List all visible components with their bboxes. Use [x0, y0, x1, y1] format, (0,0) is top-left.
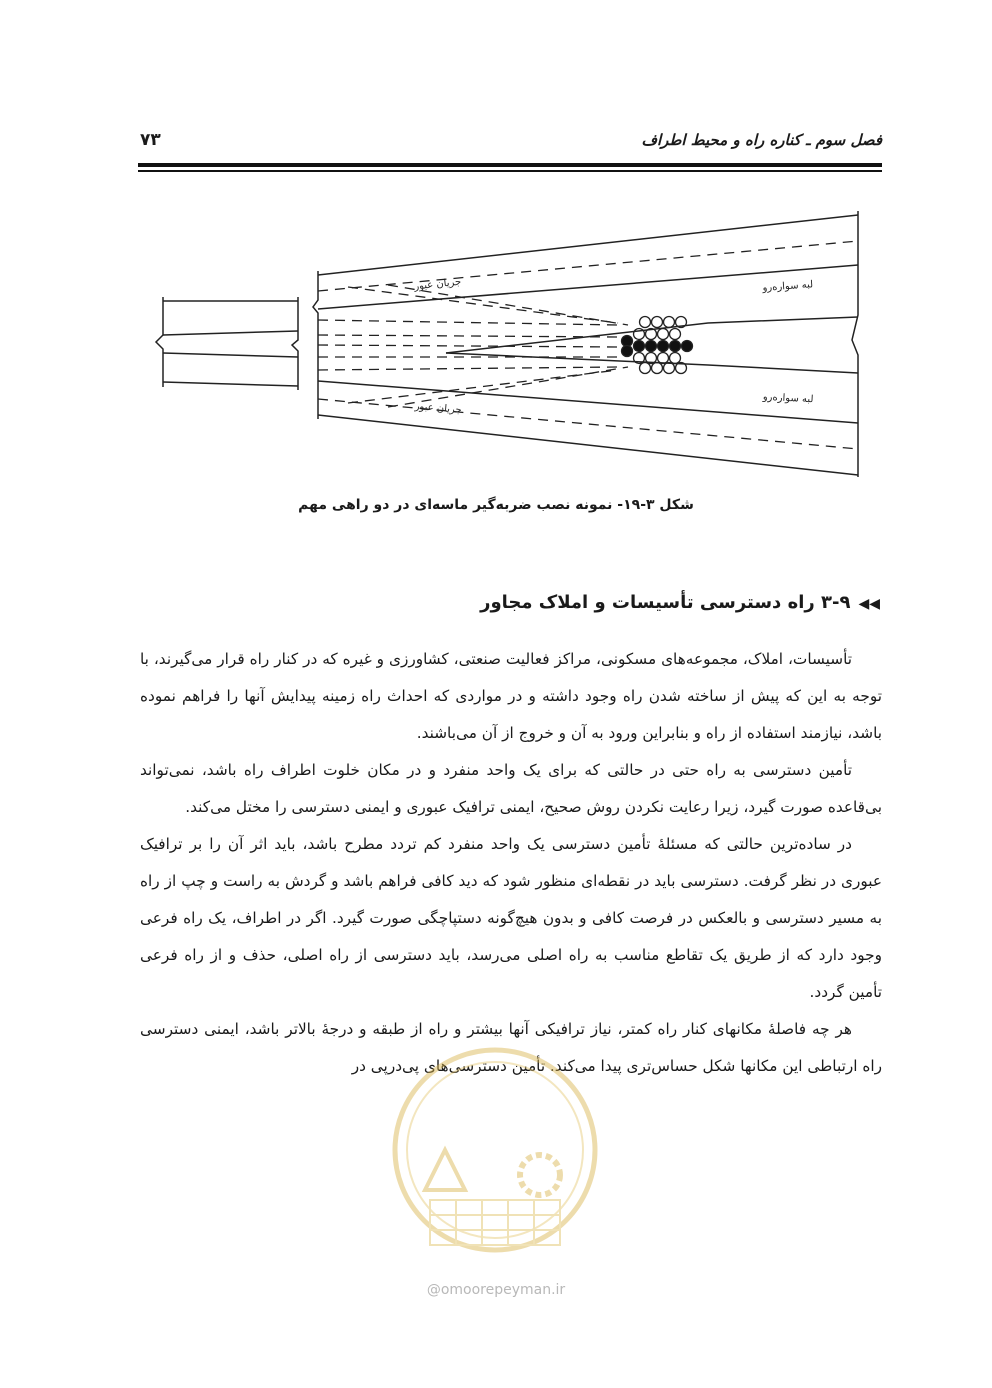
label-edge-bottom: لبه سواره‌رو	[762, 391, 814, 406]
barrel-filled	[622, 346, 633, 357]
sand-barrel-crash-cushion-figure	[148, 205, 873, 485]
header-rule-thick	[138, 163, 882, 167]
barrel-filled	[682, 341, 693, 352]
barrel-filled	[658, 341, 669, 352]
break-line	[292, 297, 298, 390]
section-heading-text: ۳-۹ راه دسترسی تأسیسات و املاک مجاور	[480, 592, 851, 613]
paragraph: تأسیسات، املاک، مجموعه‌های مسکونی، مراکز فعالیت صنعتی، کشاورزی و غیره که در کنار راه قرار می‌گیرند، با توجه به این که پیش از ساخته شدن راه وجود داشته و در مواردی که احداث راه زمینه پیدایش آنها را فراهم نموده باشد، نیازمند استفاده از راه و بنابراین ورود به آن و خروج از آن می‌باشند.	[140, 650, 882, 742]
barrel-empty	[658, 329, 669, 340]
paragraph: در ساده‌ترین حالتی که مسئلهٔ تأمین دسترسی یک واحد منفرد کم تردد مطرح باشد، باید اثر آن را بر ترافیک عبوری در نظر گرفت. دسترسی باید در نقطه‌ای منظور شود که دید کافی فراهم باشد و گردش به راست و چپ از راه به مسیر دسترسی و بالعکس در فرصت کافی و بدون هیچ‌گونه دستپاچگی صورت گیرد. اگر در اطراف، یک راه فرعی وجود دارد که از طریق یک تقاطع مناسب به راه اصلی می‌رسد، باید دسترسی از راه اصلی، حذف و از راه فرعی تأمین گردد.	[140, 835, 882, 1001]
break-line	[313, 271, 318, 419]
break-line	[156, 297, 163, 387]
break-line	[852, 211, 858, 477]
label-flow-top: جریان عبور	[413, 276, 462, 293]
barrel-filled	[670, 341, 681, 352]
road-stub-line	[163, 353, 298, 357]
road-outer-edge	[318, 415, 858, 475]
flow-fan-line	[348, 287, 618, 323]
watermark-text: @omoorepeyman.ir	[426, 1282, 566, 1298]
body-text	[140, 641, 882, 1085]
road-stub-line	[163, 382, 298, 386]
flow-fan-line	[318, 345, 618, 347]
barrel-empty	[670, 329, 681, 340]
barrel-empty	[652, 317, 663, 328]
road-outer-edge	[318, 215, 858, 275]
page-number: ۷۳	[140, 130, 161, 150]
flow-fan-line	[318, 320, 618, 325]
barrel-empty	[664, 317, 675, 328]
barrel-empty	[670, 353, 681, 364]
header-rule-thin	[138, 170, 882, 172]
label-edge-top: لبه سواره‌رو	[762, 279, 814, 294]
road-stub-line	[163, 331, 298, 335]
section-heading	[480, 592, 880, 613]
flow-fan-line	[318, 367, 618, 370]
barrel-empty	[640, 363, 651, 374]
barrel-empty	[664, 363, 675, 374]
barrel-empty	[640, 317, 651, 328]
label-flow-bottom: جریان عبور	[414, 400, 463, 417]
flow-fan-line	[318, 335, 618, 337]
section-marker-icon: ◀◀	[858, 596, 880, 612]
figure-caption: شکل ۳-۱۹- نمونه نصب ضربه‌گیر ماسه‌ای در دو راهی مهم	[298, 497, 694, 513]
paragraph: تأمین دسترسی به راه حتی در حالتی که برای یک واحد منفرد و در مکان خلوت اطراف راه باشد، نمی‌تواند بی‌قاعده صورت گیرد، زیرا رعایت نکردن روش صحیح، ایمنی ترافیک عبوری و ایمنی دسترسی را مختل می‌کند.	[140, 761, 882, 816]
barrel-filled	[646, 341, 657, 352]
paragraph: هر چه فاصلهٔ مکانهای کنار راه کمتر، نیاز ترافیکی آنها بیشتر و راه از طبقه و درجهٔ بالاتر باشد، ایمنی دسترسی راه ارتباطی این مکانها شکل حساس‌تری پیدا می‌کند. تأمین دسترسی‌های پی‌درپی در	[140, 1020, 882, 1075]
watermark-logo-icon	[370, 1040, 620, 1280]
barrel-empty	[652, 363, 663, 374]
chapter-title: فصل سوم ـ کناره راه و محیط اطراف	[641, 131, 882, 149]
barrel-filled	[634, 341, 645, 352]
barrel-empty	[658, 353, 669, 364]
